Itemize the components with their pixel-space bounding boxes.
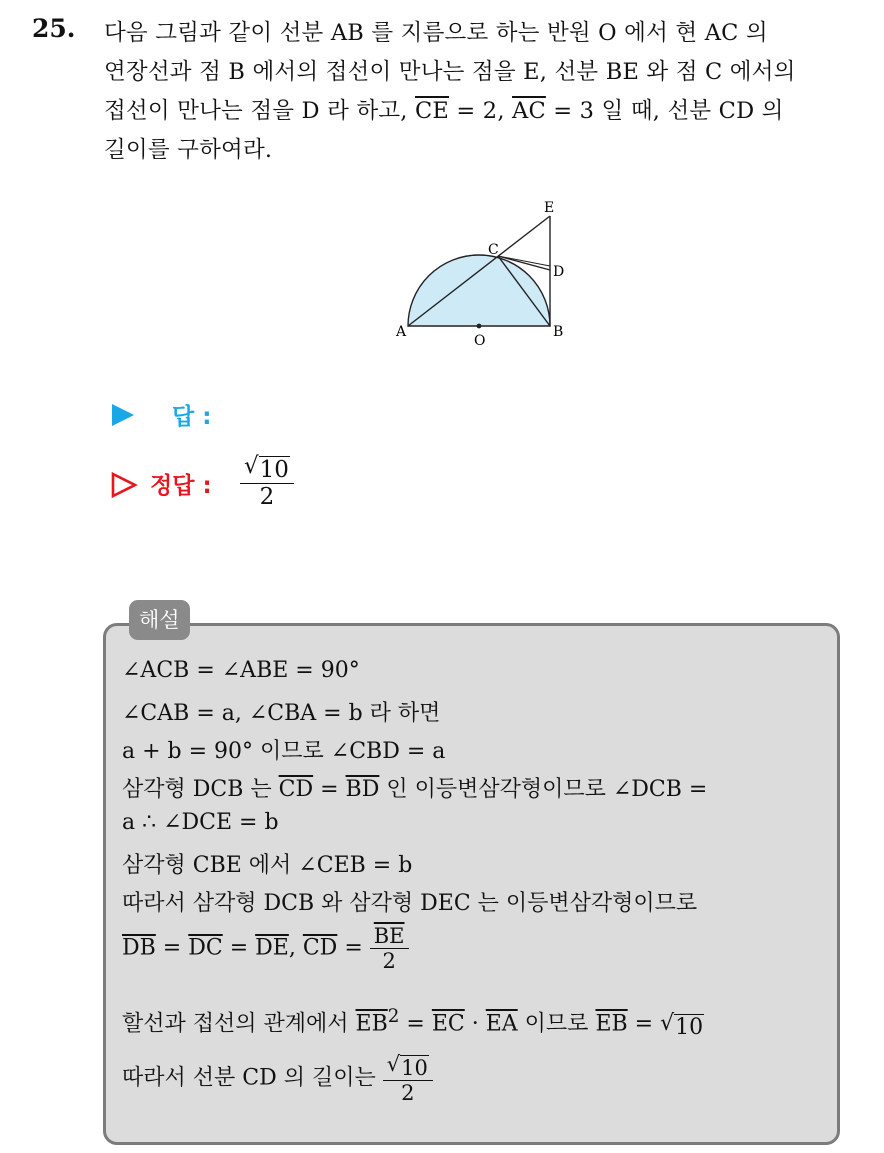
- semicircle-figure: [380, 190, 580, 350]
- label-d: D: [553, 264, 565, 280]
- sqrt-10: √ 10: [660, 1011, 704, 1041]
- segment-cd: $\overline{CD}$: [278, 777, 314, 802]
- question-text: [104, 14, 862, 170]
- final-fraction: √ 10 2: [383, 1052, 433, 1105]
- equals-3: = 3 일 때, 선분 CD 의: [545, 98, 784, 124]
- solution-line-4: [122, 772, 707, 803]
- superscript-2: 2: [387, 1006, 400, 1027]
- numerator-be: $\overline{BE}$: [373, 924, 405, 948]
- play-arrow-icon: [110, 402, 136, 428]
- segment-cd-2: $\overline{CD}$: [302, 935, 338, 961]
- question-line-3-start: 접선이 만나는 점을 D 라 하고,: [104, 98, 415, 124]
- question-line-4: 길이를 구하여라.: [104, 137, 273, 163]
- label-c: C: [488, 242, 499, 258]
- segment-ce: $\overline{CE}$: [415, 98, 450, 124]
- l10-pre: 따라서 선분 CD 의 길이는: [122, 1065, 383, 1091]
- l4-post: 인 이등변삼각형이므로 ∠DCB =: [379, 777, 708, 802]
- segment-eb: $\overline{EB}$: [355, 1011, 388, 1037]
- l4-pre: 삼각형 DCB 는: [122, 777, 279, 802]
- label-o: O: [474, 333, 486, 349]
- solution-line-6: 삼각형 CBE 에서 ∠CEB = b: [122, 853, 413, 878]
- solution-line-9: 할선과 접선의 관계에서 $\overline{EB}^2 = \overline{EC} \cdot \overline{EA}$ 이므로 $\overline{EB}$ = √ 10: [122, 1006, 704, 1041]
- sqrt: √ 10: [244, 453, 289, 483]
- solution-line-1: ∠ACB = ∠ABE = 90°: [122, 658, 360, 683]
- segment-ac: $\overline{AC}$: [512, 98, 546, 124]
- l9-pre: 할선과 접선의 관계에서: [122, 1011, 356, 1037]
- label-b: B: [553, 324, 564, 340]
- denominator: 2: [259, 484, 275, 511]
- l4-eq: =: [313, 777, 346, 802]
- radicand-10: 10: [675, 1015, 704, 1041]
- label-a: A: [396, 324, 407, 340]
- semicircle-region: [408, 255, 550, 326]
- segment-ec: $\overline{EC}$: [431, 1011, 465, 1037]
- fraction-be-over-2: [370, 924, 409, 973]
- l9-mid: 이므로: [517, 1011, 596, 1037]
- question-number: 25.: [32, 14, 76, 43]
- label-e: E: [544, 200, 555, 216]
- segment-de: $\overline{DE}$: [255, 935, 289, 961]
- segment-bd: $\overline{BD}$: [345, 777, 380, 802]
- radicand: 10: [259, 457, 289, 483]
- question-line-2: 연장선과 점 B 에서의 접선이 만나는 점을 E, 선분 BE 와 점 C 에서의: [104, 59, 796, 85]
- segment-eb-2: $\overline{EB}$: [595, 1011, 628, 1037]
- question-line-1: 다음 그림과 같이 선분 AB 를 지름으로 하는 반원 O 에서 현 AC 의: [104, 20, 768, 46]
- solution-line-2: ∠CAB = a, ∠CBA = b 라 하면: [122, 701, 441, 726]
- solution-line-8: $\overline{DB} = \overline{DC} = \overline{DE}$, $\overline{CD}$ = $\frac{\overline{BE}}{2}$: [122, 924, 409, 973]
- answer-label: 답 :: [172, 404, 212, 430]
- final-denominator: 2: [401, 1081, 415, 1106]
- denominator-2: 2: [382, 949, 396, 974]
- correct-answer-fraction: [240, 453, 294, 511]
- question-line-3: [104, 92, 862, 131]
- solution-line-3: a + b = 90° 이므로 ∠CBD = a: [122, 739, 446, 764]
- correct-answer-label: 정답 :: [150, 473, 212, 499]
- solution-line-7: 따라서 삼각형 DCB 와 삼각형 DEC 는 이등변삼각형이므로: [122, 891, 698, 916]
- segment-ea: $\overline{EA}$: [485, 1011, 518, 1037]
- solution-line-5: a ∴ ∠DCE = b: [122, 810, 279, 835]
- outline-arrow-icon: [110, 471, 138, 499]
- final-radicand: 10: [401, 1056, 428, 1080]
- solution-tag: 해설: [129, 600, 190, 640]
- solution-line-10: [122, 1052, 433, 1105]
- equals-2: = 2,: [449, 98, 513, 124]
- center-point-o: [477, 324, 482, 329]
- segment-dc: $\overline{DC}$: [188, 935, 223, 961]
- segment-db: $\overline{DB}$: [122, 935, 156, 961]
